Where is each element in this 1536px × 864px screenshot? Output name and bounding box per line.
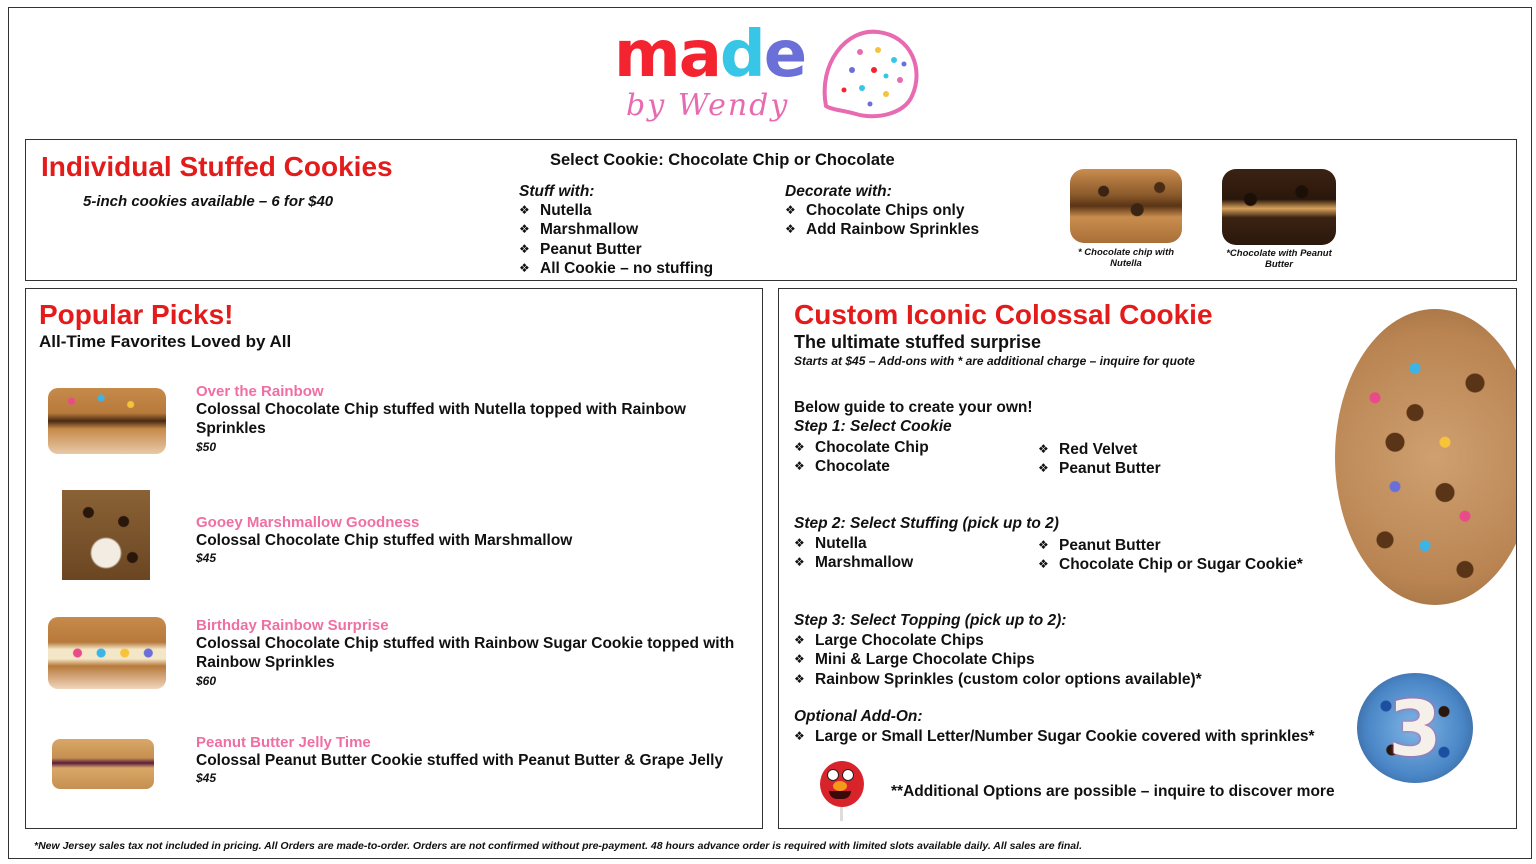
popular-title: Popular Picks! — [39, 299, 234, 330]
custom-title: Custom Iconic Colossal Cookie — [794, 299, 1213, 330]
custom-note: Starts at $45 – Add-ons with * are additional charge – inquire for quote — [794, 354, 1195, 368]
pick-item-gooey-marshmallow — [196, 514, 736, 565]
list-item: ❖ Peanut Butter — [519, 240, 713, 259]
list-item: ❖ Chocolate Chips only — [785, 201, 979, 220]
pick-photo-over-the-rainbow — [48, 388, 166, 454]
step2-list-right — [1038, 536, 1303, 575]
step2-list-left — [794, 534, 913, 573]
pick-price: $60 — [196, 673, 217, 688]
pick-description: Colossal Peanut Butter Cookie stuffed with Peanut Butter & Grape Jelly — [196, 752, 724, 769]
list-item: ❖ Mini & Large Chocolate Chips — [794, 650, 1202, 669]
additional-options-note: **Additional Options are possible – inquire to discover more — [891, 783, 1335, 800]
decorate-with-group — [785, 183, 979, 240]
donut-logo-icon — [816, 24, 924, 124]
pick-name: Over the Rainbow — [196, 383, 324, 400]
step3-list — [794, 631, 1202, 689]
custom-cookie-section — [778, 288, 1517, 829]
pick-description: Colossal Chocolate Chip stuffed with Marshmallow — [196, 532, 573, 549]
individual-subtitle: 5-inch cookies available – 6 for $40 — [83, 193, 334, 210]
pick-photo-birthday-rainbow — [48, 617, 166, 689]
pick-description: Colossal Chocolate Chip stuffed with Nutella topped with Rainbow Sprinkles — [196, 401, 686, 438]
decorate-with-label: Decorate with: — [785, 183, 892, 200]
pick-photo-gooey-marshmallow — [62, 490, 150, 580]
list-item: ❖ Chocolate Chip or Sugar Cookie* — [1038, 555, 1303, 574]
individual-section — [25, 139, 1517, 281]
cookie-photo-nutella — [1070, 169, 1182, 243]
popular-picks-section — [25, 288, 763, 829]
pick-price: $50 — [196, 439, 217, 454]
stuff-with-list — [519, 201, 713, 278]
photo-caption-peanut-butter: *Chocolate with Peanut Butter — [1226, 248, 1332, 270]
logo-word: made — [614, 18, 806, 92]
list-item: ❖ Large or Small Letter/Number Sugar Cookie covered with sprinkles* — [794, 727, 1315, 746]
brand-logo — [612, 14, 932, 134]
pick-price: $45 — [196, 551, 217, 566]
step2-label: Step 2: Select Stuffing (pick up to 2) — [794, 515, 1059, 532]
list-item: ❖ Marshmallow — [794, 553, 913, 572]
custom-subtitle: The ultimate stuffed surprise — [794, 332, 1042, 352]
pick-name: Birthday Rainbow Surprise — [196, 617, 389, 634]
pick-photo-peanut-butter-jelly — [52, 739, 154, 789]
list-item: ❖ Large Chocolate Chips — [794, 631, 1202, 650]
pick-item-over-the-rainbow — [196, 383, 736, 454]
select-cookie-line: Select Cookie: Chocolate Chip or Chocolate — [550, 151, 895, 169]
colossal-cookie-photo — [1335, 309, 1517, 605]
pick-item-peanut-butter-jelly — [196, 734, 736, 785]
number-cookie-digit: 3 — [1388, 683, 1442, 773]
popular-subtitle: All-Time Favorites Loved by All — [39, 332, 292, 351]
list-item: ❖ Chocolate — [794, 457, 929, 476]
list-item: ❖ Marshmallow — [519, 220, 713, 239]
list-item: ❖ Add Rainbow Sprinkles — [785, 220, 979, 239]
pick-item-birthday-rainbow — [196, 617, 736, 688]
logo-script: by Wendy — [626, 88, 790, 123]
list-item: ❖ Red Velvet — [1038, 440, 1161, 459]
pick-name: Peanut Butter Jelly Time — [196, 734, 371, 751]
list-item: ❖ Peanut Butter — [1038, 536, 1303, 555]
pick-name: Gooey Marshmallow Goodness — [196, 514, 420, 531]
list-item: ❖ All Cookie – no stuffing — [519, 259, 713, 278]
pick-price: $45 — [196, 771, 217, 786]
step1-label: Step 1: Select Cookie — [794, 418, 952, 435]
list-item: ❖ Nutella — [519, 201, 713, 220]
guide-intro: Below guide to create your own! — [794, 399, 1033, 416]
step3-label: Step 3: Select Topping (pick up to 2): — [794, 612, 1067, 629]
elmo-cake-pop-photo — [817, 761, 867, 821]
step1-list-left — [794, 438, 929, 477]
decorate-with-list — [785, 201, 979, 240]
cookie-photo-peanut-butter — [1222, 169, 1336, 245]
list-item: ❖ Chocolate Chip — [794, 438, 929, 457]
addon-label: Optional Add-On: — [794, 708, 923, 725]
list-item: ❖ Peanut Butter — [1038, 459, 1161, 478]
stuff-with-label: Stuff with: — [519, 183, 595, 200]
list-item: ❖ Rainbow Sprinkles (custom color options available)* — [794, 670, 1202, 689]
photo-caption-nutella: * Chocolate chip with Nutella — [1077, 247, 1175, 269]
pick-description: Colossal Chocolate Chip stuffed with Rainbow Sugar Cookie topped with Rainbow Sprinkles — [196, 635, 735, 672]
number-cookie-photo — [1357, 673, 1473, 783]
footer-disclaimer: *New Jersey sales tax not included in pricing. All Orders are made-to-order. Orders are not confirmed without pre-payment. 48 hours advance order is required with limited slots available daily. All sales are final. — [34, 840, 1082, 852]
step1-list-right — [1038, 440, 1161, 479]
addon-list — [794, 727, 1315, 746]
list-item: ❖ Nutella — [794, 534, 913, 553]
stuff-with-group — [519, 183, 713, 278]
individual-title: Individual Stuffed Cookies — [41, 151, 393, 182]
